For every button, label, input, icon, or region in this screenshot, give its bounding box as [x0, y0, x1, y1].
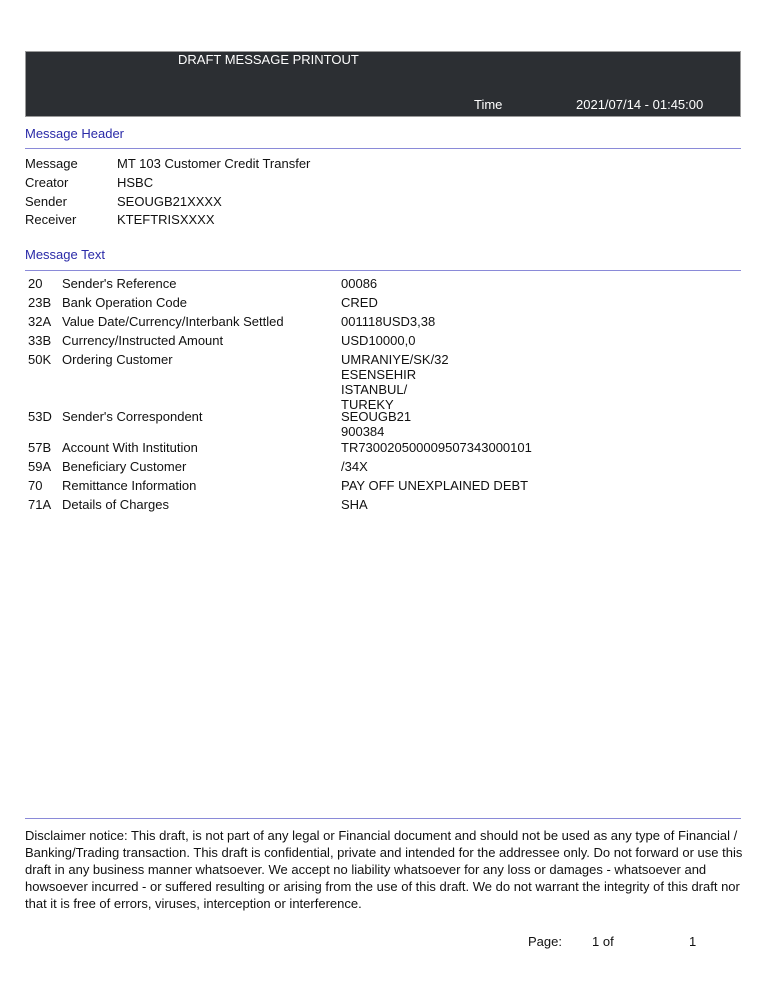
- header-value: KTEFTRISXXXX: [117, 212, 215, 227]
- document-title: DRAFT MESSAGE PRINTOUT: [178, 52, 359, 67]
- field-name: Bank Operation Code: [62, 295, 188, 310]
- field-value-line: USD10000,0: [341, 333, 416, 348]
- message-text-title: Message Text: [25, 247, 105, 262]
- header-value: SEOUGB21XXXX: [117, 194, 222, 209]
- field-value: [341, 440, 532, 455]
- message-text-divider: [25, 270, 741, 271]
- field-name: Sender's Reference: [62, 276, 177, 291]
- field-tag: 23B: [28, 295, 52, 310]
- field-value: [341, 333, 415, 348]
- field-name: Details of Charges: [62, 497, 169, 512]
- field-value: [341, 459, 368, 474]
- message-header-divider: [25, 148, 741, 149]
- field-tag: 53D: [28, 409, 52, 424]
- field-value-line: UMRANIYE/SK/32: [341, 352, 449, 367]
- header-key: Creator: [25, 175, 69, 190]
- field-value-line: 900384: [341, 424, 385, 439]
- time-value: 2021/07/14 - 01:45:00: [576, 97, 704, 112]
- message-header-title: Message Header: [25, 126, 124, 141]
- page-current: 1 of: [592, 934, 614, 949]
- header-value: MT 103 Customer Credit Transfer: [117, 156, 311, 171]
- field-name: Currency/Instructed Amount: [62, 333, 224, 348]
- field-value: [341, 295, 378, 310]
- field-name: Account With Institution: [62, 440, 198, 455]
- page-label: Page:: [528, 934, 562, 949]
- field-value-line: TR730020500009507343000101: [341, 440, 532, 455]
- disclaimer-divider: [25, 818, 741, 819]
- field-value: [341, 497, 368, 512]
- field-name: Beneficiary Customer: [62, 459, 187, 474]
- field-tag: 59A: [28, 459, 52, 474]
- field-value: [341, 276, 377, 291]
- field-value-line: SEOUGB21: [341, 409, 412, 424]
- field-value-line: PAY OFF UNEXPLAINED DEBT: [341, 478, 529, 493]
- field-tag: 33B: [28, 333, 52, 348]
- field-value-line: CRED: [341, 295, 378, 310]
- field-tag: 32A: [28, 314, 52, 329]
- field-value-line: 001118USD3,38: [341, 314, 436, 329]
- field-value: [341, 352, 449, 412]
- page-total: 1: [689, 934, 697, 949]
- field-value-line: ESENSEHIR: [341, 367, 417, 382]
- field-value: [341, 409, 411, 439]
- field-value-line: TUREKY: [341, 397, 394, 412]
- field-value-line: SHA: [341, 497, 368, 512]
- header-key: Message: [25, 156, 78, 171]
- field-tag: 70: [28, 478, 43, 493]
- disclaimer-text: Disclaimer notice: This draft, is not part of any legal or Financial document and should not be used as any type of Financial / Banking/Trading transaction. This draft is confidential, private and intended for the addressee only. Do not forward or use this draft in any business manner whatsoever. We accept no liability whatsoever for any loss or damages - whatsoever and howsoever incurred - or suffered resulting or arising from the use of this draft. We do not warrant the integrity of this draft nor that it is free of errors, viruses, interception or interference.: [25, 828, 743, 911]
- field-value-line: 00086: [341, 276, 378, 291]
- header-key: Receiver: [25, 212, 77, 227]
- field-tag: 50K: [28, 352, 52, 367]
- field-name: Ordering Customer: [62, 352, 173, 367]
- time-label: Time: [474, 97, 503, 112]
- header-value: HSBC: [117, 175, 154, 190]
- field-name: Sender's Correspondent: [62, 409, 203, 424]
- field-value: [341, 478, 528, 493]
- field-value-line: /34X: [341, 459, 368, 474]
- field-tag: 57B: [28, 440, 52, 455]
- field-tag: 20: [28, 276, 43, 291]
- field-tag: 71A: [28, 497, 52, 512]
- field-name: Value Date/Currency/Interbank Settled: [62, 314, 284, 329]
- field-name: Remittance Information: [62, 478, 197, 493]
- field-value: [341, 314, 435, 329]
- field-value-line: ISTANBUL/: [341, 382, 408, 397]
- header-key: Sender: [25, 194, 67, 209]
